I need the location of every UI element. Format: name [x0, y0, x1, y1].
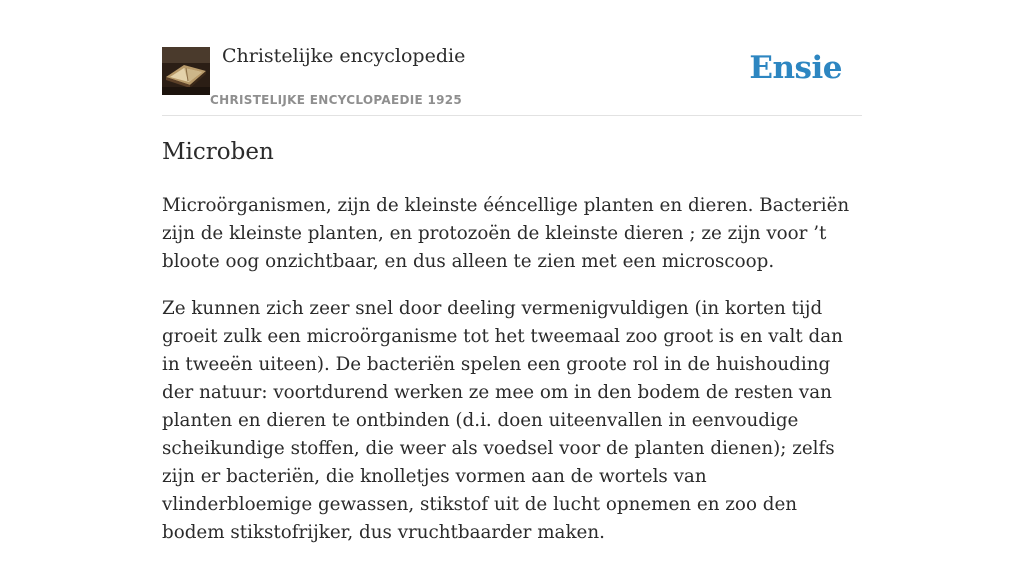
- article-paragraph: Microörganismen, zijn de kleinste ééncellige planten en dieren. Bacteriën zijn de kleinste planten, en protozoën de kleinste dieren ; ze zijn voor ’t bloote oog onzichtbaar, en dus alleen te zien met een microscoop.: [162, 195, 850, 272]
- publication-title[interactable]: Christelijke encyclopedie: [222, 45, 466, 67]
- book-avatar-icon[interactable]: [162, 47, 210, 95]
- brand-logo[interactable]: Ensie: [749, 50, 842, 86]
- article-title: Microben: [162, 139, 274, 165]
- publication-subtitle: CHRISTELIJKE ENCYCLOPAEDIE 1925: [210, 93, 463, 107]
- content-container: [162, 0, 862, 543]
- header: [162, 0, 862, 116]
- article-paragraph: Ze kunnen zich zeer snel door deeling vermenigvuldigen (in korten tijd groeit zulk een microörganisme tot het tweemaal zoo groot is en valt dan in tweeën uiteen). De bacteriën spelen een groote rol in de huishouding der natuur: voortdurend werken ze mee om in den bodem de resten van planten en dieren te ontbinden (d.i. doen uiteenvallen in eenvoudige scheikundige stoffen, die weer als voedsel voor de planten dienen); zelfs zijn er bacteriën, die knolletjes vormen aan de wortels van vlinderbloemige gewassen, stikstof uit de lucht opnemen en zoo den bodem stikstofrijker, dus vruchtbaarder maken.: [162, 298, 843, 543]
- article-body: [162, 192, 862, 566]
